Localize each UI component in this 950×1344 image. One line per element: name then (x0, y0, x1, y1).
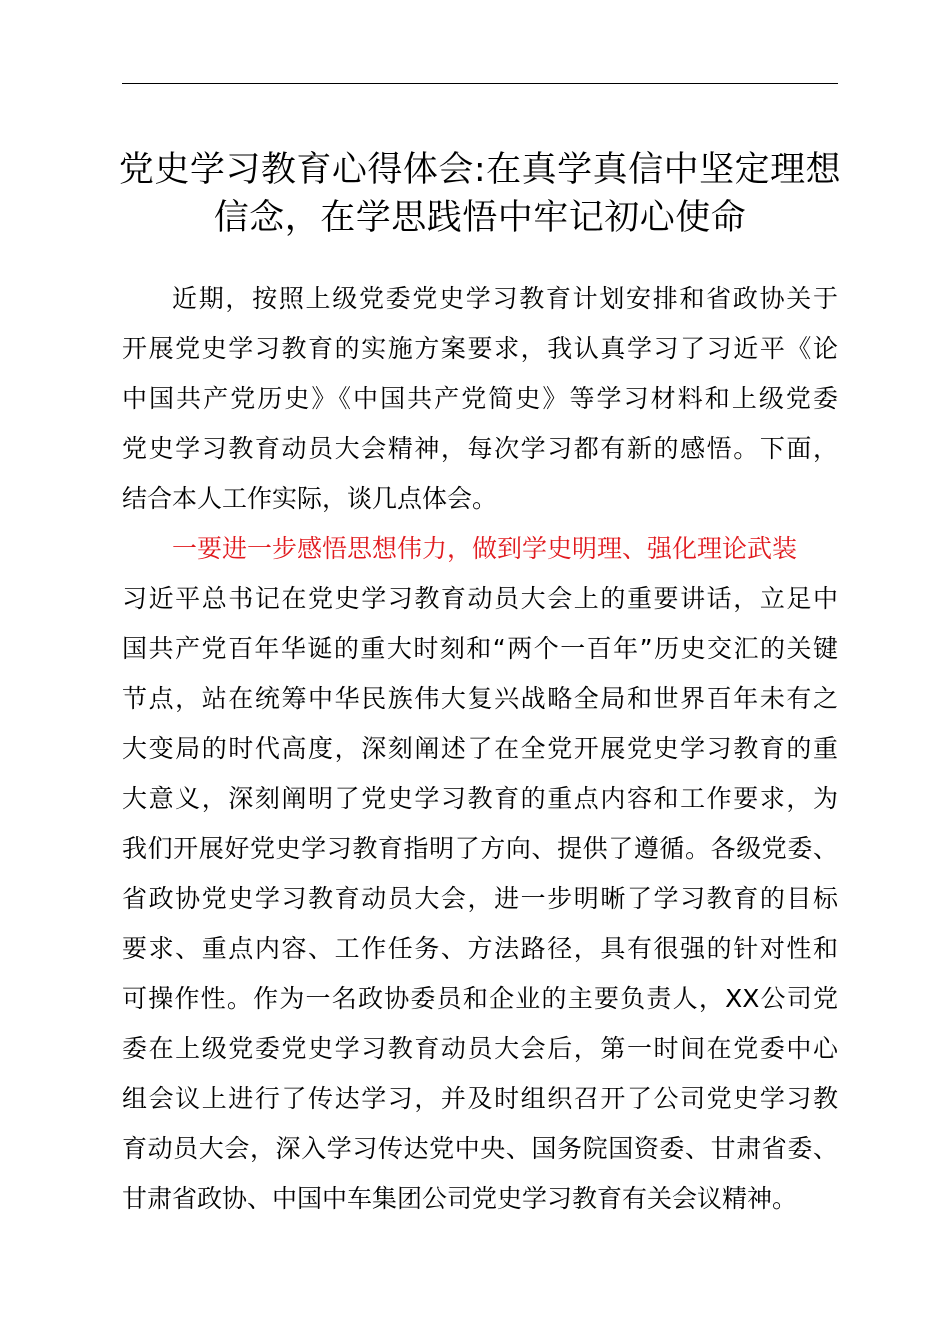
section-heading-1: 一要进一步感悟思想伟力，做到学史明理、强化理论武装 (172, 534, 798, 563)
body-line-4: 大变局的时代高度，深刻阐述了在全党开展党史学习教育的重 (122, 734, 838, 763)
body-line-8: 要求、重点内容、工作任务、方法路径，具有很强的针对性和 (122, 934, 838, 963)
intro-line-3: 中国共产党历史》《中国共产党简史》等学习材料和上级党委 (122, 384, 838, 413)
body-line-11: 组会议上进行了传达学习，并及时组织召开了公司党史学习教 (122, 1084, 838, 1113)
title-line-2: 信念，在学思践悟中牢记初心使命 (213, 198, 747, 238)
body-line-5: 大意义，深刻阐明了党史学习教育的重点内容和工作要求，为 (122, 784, 838, 813)
body-line-9: 可操作性。作为一名政协委员和企业的主要负责人，XX公司党 (122, 984, 838, 1013)
body-line-7: 省政协党史学习教育动员大会，进一步明晰了学习教育的目标 (122, 884, 838, 913)
title-line-1: 党史学习教育心得体会:在真学真信中坚定理想 (118, 150, 842, 190)
body-line-6: 我们开展好党史学习教育指明了方向、提供了遵循。各级党委、 (122, 834, 838, 863)
body-line-12: 育动员大会，深入学习传达党中央、国务院国资委、甘肃省委、 (122, 1134, 838, 1163)
document-title (110, 146, 850, 242)
intro-line-1: 近期，按照上级党委党史学习教育计划安排和省政协关于 (172, 284, 838, 313)
intro-line-2: 开展党史学习教育的实施方案要求，我认真学习了习近平《论 (122, 334, 838, 363)
intro-line-5: 结合本人工作实际，谈几点体会。 (122, 484, 498, 513)
document-body (122, 274, 838, 1224)
body-line-2: 国共产党百年华诞的重大时刻和“两个一百年”历史交汇的关键 (122, 634, 838, 663)
body-line-3: 节点，站在统筹中华民族伟大复兴战略全局和世界百年未有之 (122, 684, 838, 713)
body-line-13: 甘肃省政协、中国中车集团公司党史学习教育有关会议精神。 (122, 1184, 798, 1213)
body-line-10: 委在上级党委党史学习教育动员大会后，第一时间在党委中心 (122, 1034, 838, 1063)
intro-line-4: 党史学习教育动员大会精神，每次学习都有新的感悟。下面， (122, 434, 838, 463)
body-line-1: 习近平总书记在党史学习教育动员大会上的重要讲话，立足中 (122, 584, 838, 613)
header-rule (122, 83, 838, 84)
